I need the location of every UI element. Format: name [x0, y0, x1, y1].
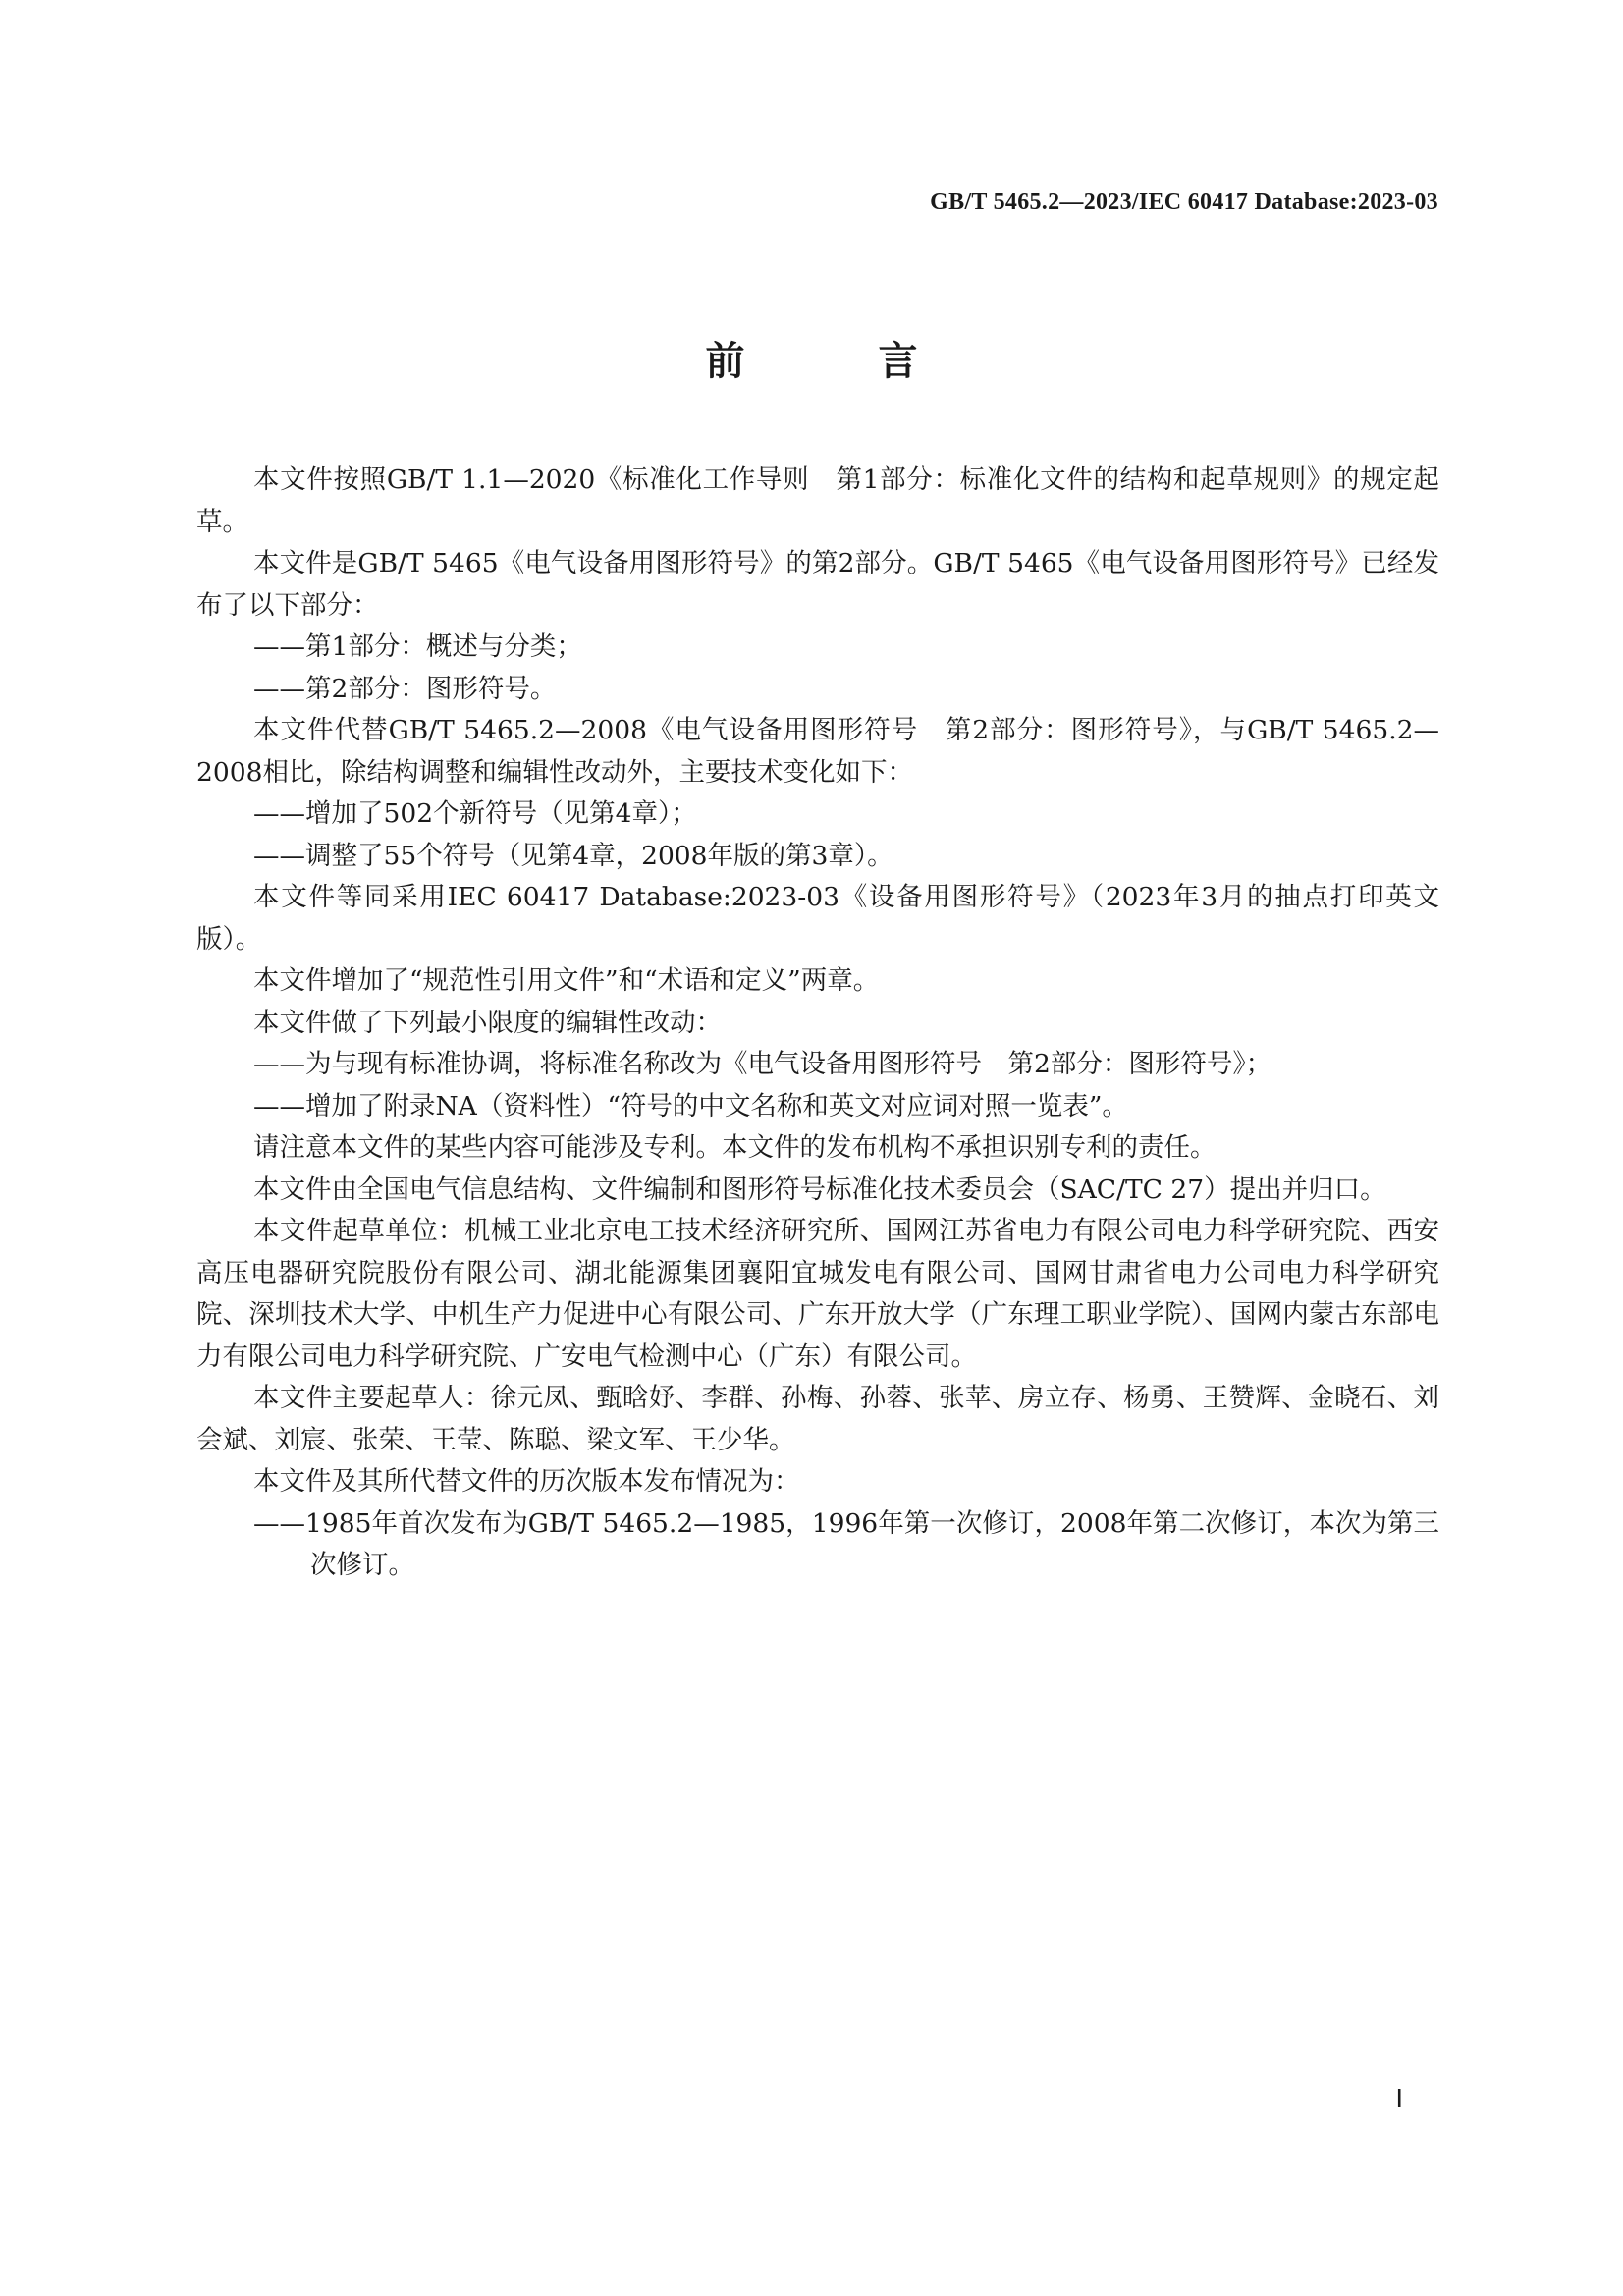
list-item: ——为与现有标准协调，将标准名称改为《电气设备用图形符号 第2部分：图形符号》； [253, 1049, 1272, 1079]
body-paragraph: 本文件主要起草人：徐元凤、甄晗妤、李群、孙梅、孙蓉、张苹、房立存、杨勇、王赞辉、金晓石、刘会斌、刘宸、张荣、王莹、陈聪、梁文军、王少华。 [196, 1383, 1439, 1455]
standard-number-header: GB/T 5465.2—2023/IEC 60417 Database:2023-03 [930, 190, 1438, 215]
body-paragraph: 本文件增加了“规范性引用文件”和“术语和定义”两章。 [253, 965, 880, 996]
body-paragraph: 本文件是GB/T 5465《电气设备用图形符号》的第2部分。GB/T 5465《电气设备用图形符号》已经发布了以下部分： [196, 548, 1439, 621]
body-paragraph: 本文件代替GB/T 5465.2—2008《电气设备用图形符号 第2部分：图形符号》，与GB/T 5465.2—2008相比，除结构调整和编辑性改动外，主要技术变化如下： [196, 715, 1439, 788]
body-paragraph: 本文件由全国电气信息结构、文件编制和图形符号标准化技术委员会（SAC/TC 27）提出并归口。 [253, 1174, 1386, 1205]
foreword-body [196, 460, 1439, 1587]
list-item: ——1985年首次发布为GB/T 5465.2—1985，1996年第一次修订，2008年第二次修订，本次为第三次修订。 [253, 1507, 1439, 1580]
body-paragraph: 本文件等同采用IEC 60417 Database:2023-03《设备用图形符号》（2023年3月的抽点打印英文版）。 [196, 882, 1439, 955]
page-title: 前 言 [705, 339, 965, 384]
body-paragraph: 请注意本文件的某些内容可能涉及专利。本文件的发布机构不承担识别专利的责任。 [253, 1132, 1217, 1163]
body-paragraph: 本文件起草单位：机械工业北京电工技术经济研究所、国网江苏省电力有限公司电力科学研究院、西安高压电器研究院股份有限公司、湖北能源集团襄阳宜城发电有限公司、国网甘肃省电力公司电力科学研究院、深圳技术大学、中机生产力促进中心有限公司、广东开放大学（广东理工职业学院）、国网内蒙古东部电力有限公司电力科学研究院、广安电气检测中心（广东）有限公司。 [196, 1216, 1439, 1372]
list-item: ——调整了55个符号（见第4章，2008年版的第3章）。 [253, 840, 893, 871]
page-number: Ⅰ [1395, 2085, 1403, 2113]
body-paragraph: 本文件做了下列最小限度的编辑性改动： [253, 1007, 722, 1038]
list-item: ——第2部分：图形符号。 [253, 673, 557, 704]
list-item: ——第1部分：概述与分类； [253, 631, 582, 662]
body-paragraph: 本文件及其所代替文件的历次版本发布情况为： [253, 1466, 800, 1497]
body-paragraph: 本文件按照GB/T 1.1—2020《标准化工作导则 第1部分：标准化文件的结构和起草规则》的规定起草。 [196, 465, 1439, 537]
list-item: ——增加了502个新符号（见第4章）； [253, 798, 697, 829]
list-item: ——增加了附录NA（资料性）“符号的中文名称和英文对应词对照一览表”。 [253, 1090, 1128, 1121]
